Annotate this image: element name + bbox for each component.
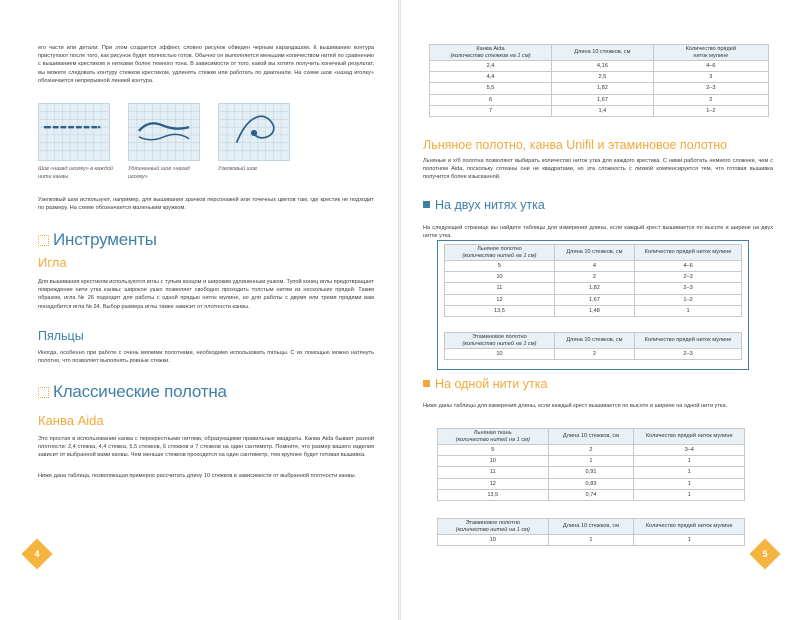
table-row: 4,4 2,5 3	[430, 72, 769, 83]
section-tools-title: Инструменты	[53, 230, 157, 249]
one-thread-heading	[423, 377, 547, 391]
caption-long-backstitch: Удлиненный шов «назад иголку»	[128, 166, 190, 180]
caption-backstitch: Шов «назад иголку» в каждой нити канвы	[38, 166, 113, 180]
dotted-square-icon	[38, 387, 49, 398]
one-thread-title: На одной нити утка	[435, 377, 548, 391]
table-row: 12 1,67 1–2	[445, 294, 742, 305]
left-page	[0, 0, 398, 620]
table-row: 10 1 1	[438, 456, 745, 467]
etamine-table-single-thread: Этаминовое полотно (количество нитей на 1 см) Длина 10 стежков, см Количество прядей ниток мулине 10 1 1	[437, 518, 745, 546]
long-backstitch-diagram	[129, 104, 199, 160]
figure-knot-stitch	[218, 103, 290, 161]
dotted-square-icon	[38, 235, 49, 246]
square-bullet-icon	[423, 201, 430, 208]
right-page	[401, 0, 800, 620]
linen-table: Льняное полотно (количество нитей на 1 см) Длина 10 стежков, см Количество прядей ниток мулине 5 4 4–6 10 2 2–3 11 1,82 2–3 12 1,67 1–2 13,5 1,48 1	[444, 244, 742, 317]
page-number: 4	[34, 549, 40, 559]
table-row: 11 1,82 2–3	[445, 283, 742, 294]
knot-paragraph: Узелковый шов используют, например, для вышивания зрачков персонажей или точечных цветов там, где крестик не подходит по размеру. На схеме обозначается маленьким кружком.	[38, 197, 374, 212]
linen-table-single-thread: Льняная ткань (количество нитей на 1 см) Длина 10 стежков, см Количество прядей ниток мулине 5 2 3–4 10 1 1 11 0,91 1 12 0,83 1 13,5 0,74 1	[437, 428, 745, 501]
page-number-badge	[21, 538, 52, 569]
table-row: 11 0,91 1	[438, 467, 745, 478]
aida-col-header: Канва Aida (количество стежков на 1 см)	[430, 45, 552, 61]
linen-paragraph: Льняные и х/б полотна позволяют выбирать количество ниток утка для каждого крестика. С ними работать немного сложнее, чем с полотном Aida, поскольку сотканы они не квадратами, но эта сложность с лихвой компенсируется тем, что готовая вышивка получится более изысканной.	[423, 158, 773, 181]
backstitch-diagram	[39, 104, 109, 160]
table-row: 5,5 1,82 2–3	[430, 83, 769, 94]
two-threads-title: На двух нитях утка	[435, 198, 545, 212]
strands-col-header: Количество прядей ниток мулине	[653, 45, 768, 61]
page-number-badge	[749, 538, 780, 569]
table-row: 10 2 2–3	[445, 349, 742, 360]
table-row: 5 2 3–4	[438, 445, 745, 456]
table-row: 12 0,83 1	[438, 478, 745, 489]
one-thread-intro: Ниже даны таблицы для измерения длины, если каждый крест вышивается по высоте и ширине на одной нити утка.	[423, 403, 728, 409]
square-bullet-icon	[423, 380, 430, 387]
two-threads-intro: На следующей странице вы найдете таблицы для измерения длины, если каждый крест вышивается по высоте и ширине на двух нитях утка.	[423, 225, 773, 240]
caption-knot-stitch: Узелковый шов	[218, 166, 257, 172]
table-row: 13,5 1,48 1	[445, 305, 742, 316]
table-row: 6 1,67 2	[430, 94, 769, 105]
table-row: 13,5 0,74 1	[438, 489, 745, 500]
table-row: 7 1,4 1–2	[430, 105, 769, 116]
page-number: 5	[762, 549, 768, 559]
etamine-table: Этаминовое полотно (количество нитей на 1 см) Длина 10 стежков, см Количество прядей ниток мулине 10 2 2–3	[444, 332, 742, 360]
two-threads-heading	[423, 198, 545, 212]
section-tools-heading	[38, 230, 157, 250]
needle-heading: Игла	[38, 255, 67, 270]
intro-paragraph: его части или детали. При этом создается эффект, словно рисунок обведен черным карандашом. К вышиванию контура приступают после того, как рисунок будет полностью готов. Обычно он выполняется меньшим количеством нитей по сравнению с вышиванием крестиком и нитками более темного тона. В зависимости от того, какой вы хотите получить конечный результат, вы можете следовать контуру стежков крестиком, удлинять стежки или работать по диагонали. На схеме шов «назад иголку» обозначается непрерывной линией контура.	[38, 45, 374, 84]
aida-table	[429, 44, 769, 117]
aida-table-intro: Ниже дана таблица, позволяющая примерно рассчитать длину 10 стежков в зависимости от выбранной плотности канвы.	[38, 473, 357, 479]
linen-heading: Льняное полотно, канва Unifil и этаминовое полотно	[423, 138, 728, 152]
table-row: 5 4 4–6	[445, 261, 742, 272]
section-classic-heading	[38, 382, 227, 402]
hoops-heading: Пяльцы	[38, 329, 84, 343]
table-row: 2,4 4,16 4–6	[430, 61, 769, 72]
table-row: 10 2 2–3	[445, 272, 742, 283]
hoops-paragraph: Иногда, особенно при работе с очень мягкими полотнами, необходимо использовать пяльцы. С их помощью можно натянуть полотно, что позволяет выполнять ровные стежки.	[38, 350, 374, 365]
figure-long-backstitch	[128, 103, 200, 161]
length-col-header: Длина 10 стежков, см	[552, 45, 654, 61]
table-row: 10 1 1	[438, 535, 745, 546]
knot-stitch-diagram	[219, 104, 289, 160]
aida-heading: Канва Aida	[38, 413, 104, 428]
figure-backstitch	[38, 103, 110, 161]
aida-paragraph: Это простая в использовании канва с перекрестными нитями, образующими правильные квадраты. Канва Aida бывает разной плотности: 2,4 стежка, 4,4 стежка, 5,5 стежков, 6 стежков и 7 стежков на один сантиметр. Помните, что размер вашего изделия зависит от выбранной вами канвы. Чем меньше стежков проходится на один сантиметр, тем крупнее будет готовая вышивка.	[38, 436, 374, 459]
needle-paragraph: Для вышивания крестиком используются иглы с тупым концом и широким удлиненным ушком. Тупой конец иглы предотвращает повреждение нити утка канвы; широкое ушко позволяет свободно проходить толстым нитям из нескольких прядей. Таким образом, игла № 26 подходит для работы с одной прядью ниток мулине, но для работы с двумя или тремя прядями вам понадобится игла № 24. Выбор размера иглы также зависит от плотности канвы.	[38, 279, 374, 310]
section-classic-title: Классические полотна	[53, 382, 227, 401]
